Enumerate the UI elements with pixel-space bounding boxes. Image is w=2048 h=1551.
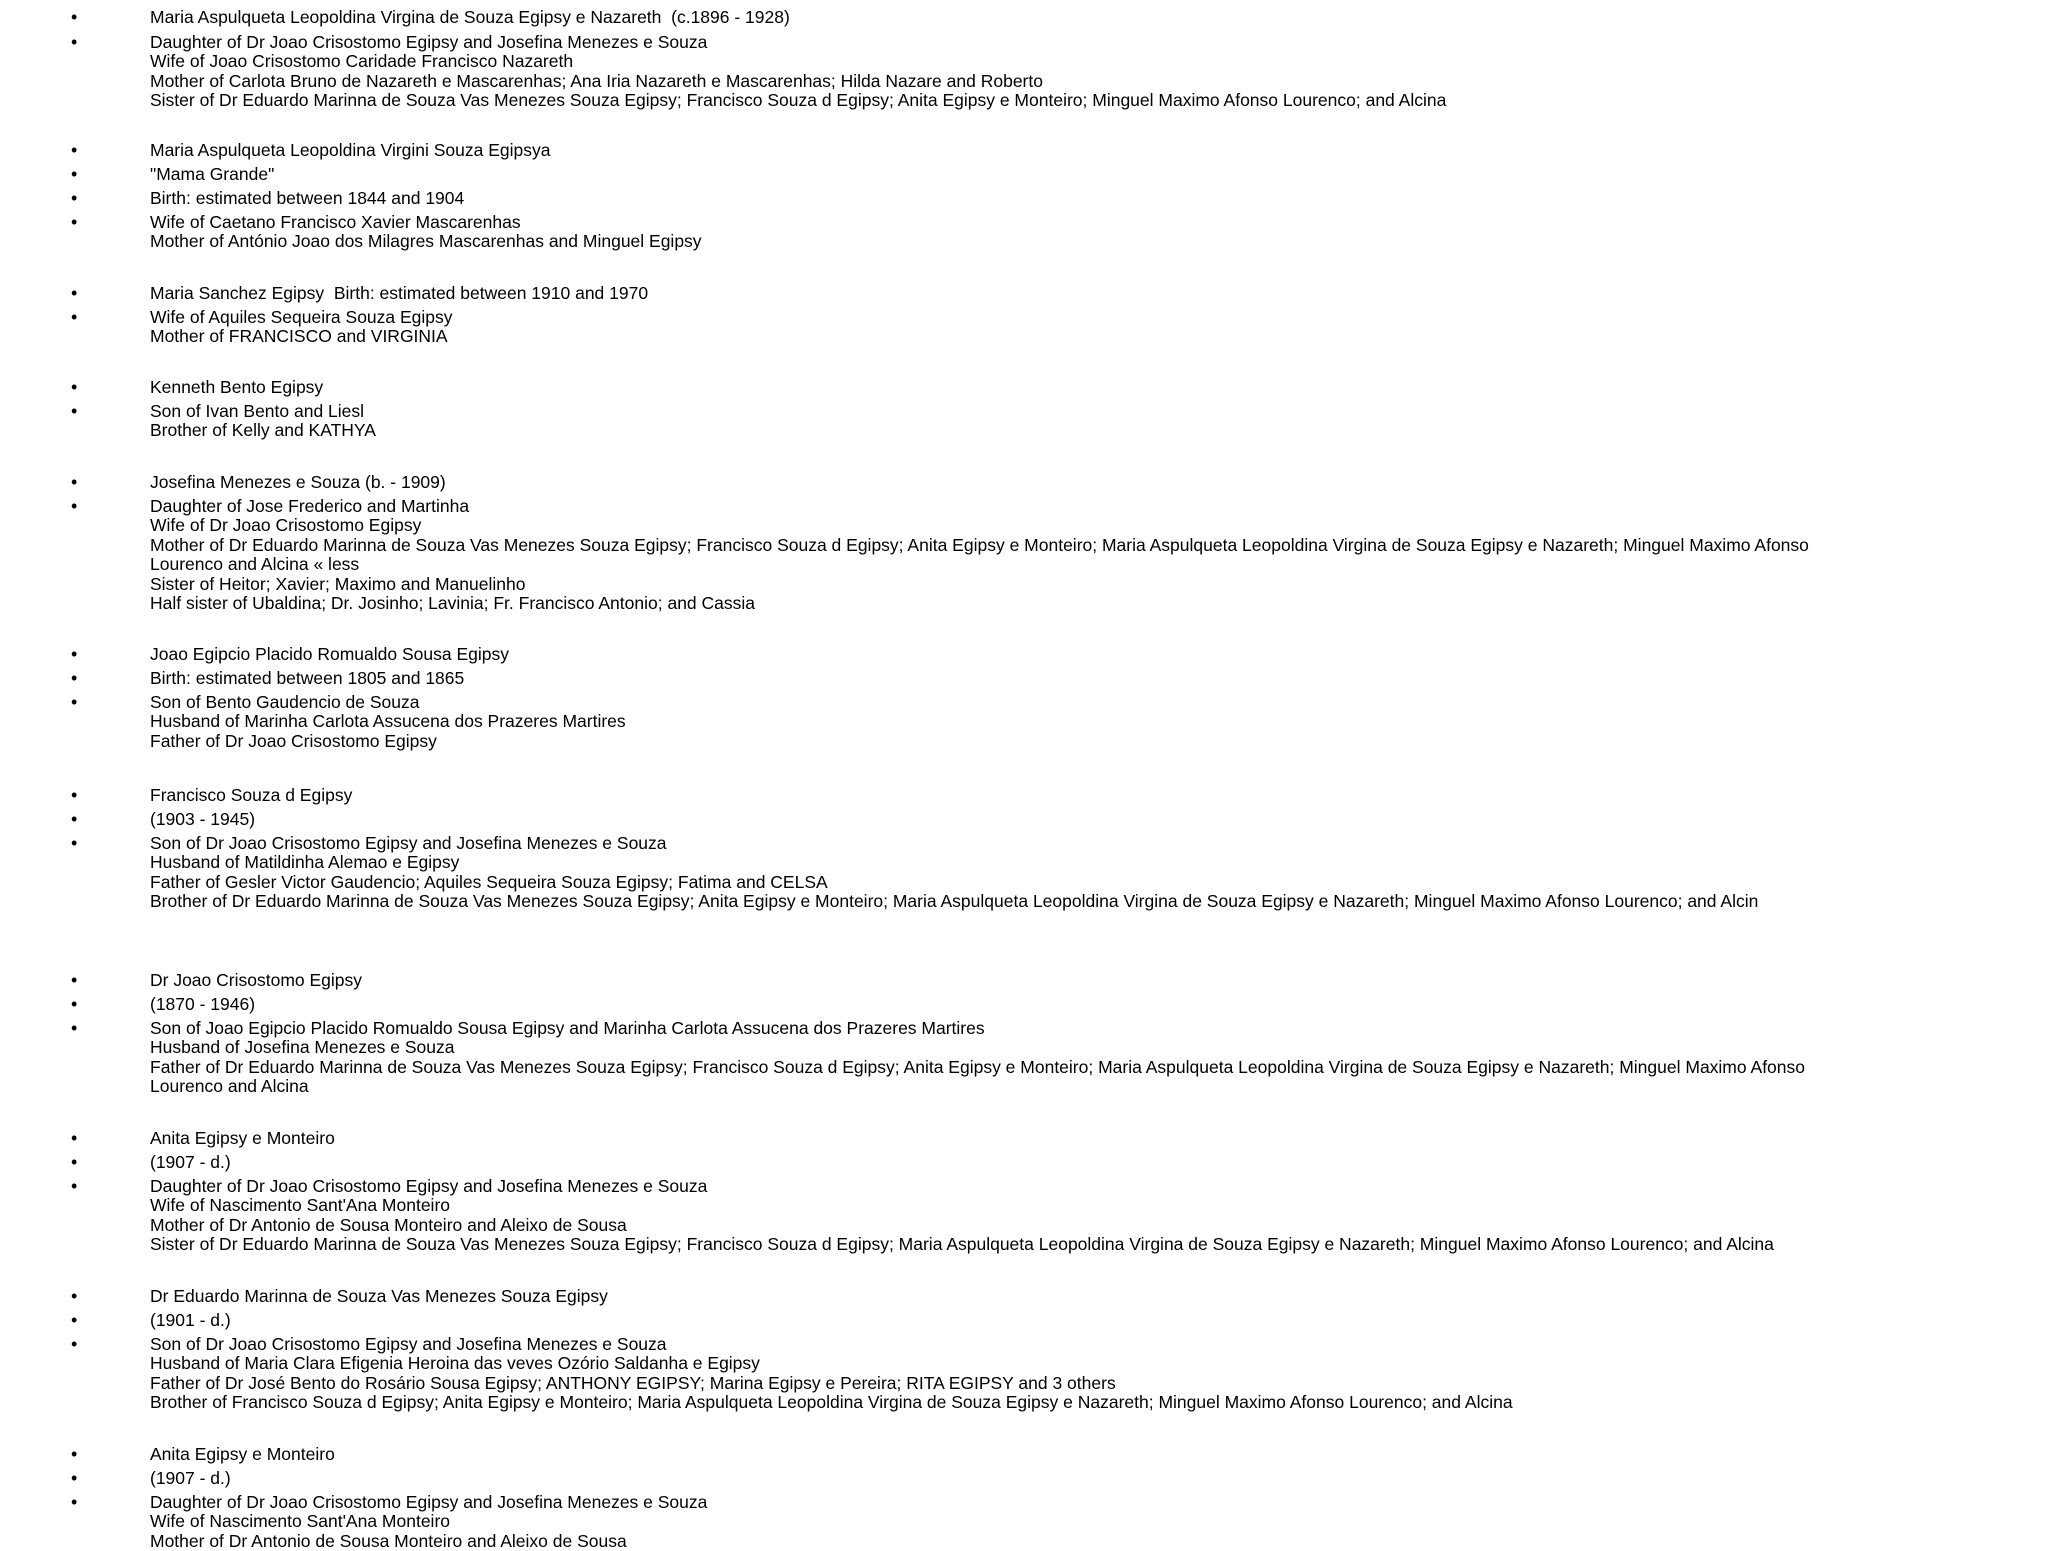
text-line: Brother of Kelly and KATHYA <box>150 420 376 441</box>
text-line: Son of Ivan Bento and Liesl <box>150 401 365 421</box>
text-line: Maria Aspulqueta Leopoldina Virgini Souza Egipsya <box>150 140 551 160</box>
text-line: Mother of António Joao dos Milagres Mascarenhas and Minguel Egipsy <box>150 231 702 252</box>
text-line: Son of Bento Gaudencio de Souza <box>150 692 420 712</box>
bullet-marker: • <box>71 188 78 208</box>
bullet-marker: • <box>71 970 78 990</box>
text-line: (1901 - d.) <box>150 1310 231 1330</box>
list-item-text <box>150 141 1950 160</box>
list-item-text <box>150 1445 1950 1464</box>
bullet-marker: • <box>71 7 78 27</box>
list-item-text <box>150 1177 1950 1255</box>
text-line: Daughter of Dr Joao Crisostomo Egipsy and Josefina Menezes e Souza <box>150 1176 708 1196</box>
text-line: Father of Gesler Victor Gaudencio; Aquiles Sequeira Souza Egipsy; Fatima and CELSA <box>150 871 828 892</box>
list-item-text <box>150 189 1950 208</box>
text-line: Son of Joao Egipcio Placido Romualdo Sousa Egipsy and Marinha Carlota Assucena dos Prazeres Martires <box>150 1018 985 1038</box>
text-line: Josefina Menezes e Souza (b. - 1909) <box>150 472 446 492</box>
bullet-marker: • <box>71 1468 78 1488</box>
text-line: Brother of Dr Eduardo Marinna de Souza Vas Menezes Souza Egipsy; Anita Egipsy e Monteiro; Maria Aspulqueta Leopoldina Virgina de Souza Egipsy e Nazareth; Minguel Maximo Afonso Lourenco; and Alcin <box>150 891 1759 912</box>
text-line: Son of Dr Joao Crisostomo Egipsy and Josefina Menezes e Souza <box>150 833 667 853</box>
text-line: Wife of Dr Joao Crisostomo Egipsy <box>150 515 422 536</box>
bullet-marker: • <box>71 692 78 712</box>
bullet-marker: • <box>71 377 78 397</box>
list-item-text <box>150 995 1950 1014</box>
bullet-marker: • <box>71 496 78 516</box>
text-line: Mother of Dr Antonio de Sousa Monteiro and Aleixo de Sousa <box>150 1530 627 1551</box>
list-item-text <box>150 497 1950 613</box>
bullet-marker: • <box>71 1492 78 1512</box>
bullet-marker: • <box>71 140 78 160</box>
text-line: Anita Egipsy e Monteiro <box>150 1128 335 1148</box>
text-line: Husband of Josefina Menezes e Souza <box>150 1037 455 1058</box>
list-item-text <box>150 284 1950 303</box>
text-line: Sister of Dr Eduardo Marinna de Souza Vas Menezes Souza Egipsy; Francisco Souza d Egipsy; Anita Egipsy e Monteiro; Minguel Maximo Afonso Lourenco; and Alcina <box>150 90 1447 111</box>
text-line: Mother of FRANCISCO and VIRGINIA <box>150 326 448 347</box>
list-item-text <box>150 8 1950 27</box>
list-item-text <box>150 1019 1950 1097</box>
text-line: Kenneth Bento Egipsy <box>150 377 324 397</box>
text-line: Mother of Dr Eduardo Marinna de Souza Vas Menezes Souza Egipsy; Francisco Souza d Egipsy; Anita Egipsy e Monteiro; Maria Aspulqueta Leopoldina Virgina de Souza Egipsy e Nazareth; Minguel Maximo Afonso <box>150 534 1809 555</box>
bullet-marker: • <box>71 833 78 853</box>
bullet-marker: • <box>71 401 78 421</box>
text-line: (1903 - 1945) <box>150 809 256 829</box>
bullet-marker: • <box>71 809 78 829</box>
text-line: Francisco Souza d Egipsy <box>150 785 353 805</box>
text-line: "Mama Grande" <box>150 164 275 184</box>
bullet-marker: • <box>71 283 78 303</box>
text-line: Daughter of Dr Joao Crisostomo Egipsy and Josefina Menezes e Souza <box>150 32 708 52</box>
text-line: Daughter of Jose Frederico and Martinha <box>150 496 470 516</box>
text-line: Wife of Nascimento Sant'Ana Monteiro <box>150 1195 451 1216</box>
text-line: Father of Dr José Bento do Rosário Sousa Egipsy; ANTHONY EGIPSY; Marina Egipsy e Pereira; RITA EGIPSY and 3 others <box>150 1372 1116 1393</box>
list-item-text <box>150 33 1950 111</box>
text-line: Son of Dr Joao Crisostomo Egipsy and Josefina Menezes e Souza <box>150 1334 667 1354</box>
bullet-marker: • <box>71 668 78 688</box>
list-item-text <box>150 378 1950 397</box>
text-line: Wife of Caetano Francisco Xavier Mascarenhas <box>150 212 521 232</box>
bullet-marker: • <box>71 164 78 184</box>
bullet-marker: • <box>71 1310 78 1330</box>
bullet-marker: • <box>71 1152 78 1172</box>
bullet-marker: • <box>71 472 78 492</box>
text-line: Husband of Matildinha Alemao e Egipsy <box>150 852 460 873</box>
bullet-marker: • <box>71 1444 78 1464</box>
bullet-marker: • <box>71 1018 78 1038</box>
text-line: Birth: estimated between 1844 and 1904 <box>150 188 465 208</box>
text-line: Husband of Maria Clara Efigenia Heroina das veves Ozório Saldanha e Egipsy <box>150 1353 760 1374</box>
text-line: Dr Joao Crisostomo Egipsy <box>150 970 363 990</box>
list-item-text <box>150 402 1950 441</box>
bullet-marker: • <box>71 785 78 805</box>
text-line: Daughter of Dr Joao Crisostomo Egipsy and Josefina Menezes e Souza <box>150 1492 708 1512</box>
bullet-marker: • <box>71 32 78 52</box>
list-item-text <box>150 693 1950 751</box>
list-item-text <box>150 473 1950 492</box>
text-line: Lourenco and Alcina <box>150 1076 309 1097</box>
text-line: Brother of Francisco Souza d Egipsy; Anita Egipsy e Monteiro; Maria Aspulqueta Leopoldina Virgina de Souza Egipsy e Nazareth; Minguel Maximo Afonso Lourenco; and Alcina <box>150 1392 1513 1413</box>
list-item-text <box>150 1311 1950 1330</box>
text-line: (1907 - d.) <box>150 1468 231 1488</box>
bullet-marker: • <box>71 212 78 232</box>
text-line: Maria Aspulqueta Leopoldina Virgina de Souza Egipsy e Nazareth (c.1896 - 1928) <box>150 7 790 27</box>
text-line: Anita Egipsy e Monteiro <box>150 1444 335 1464</box>
list-item-text <box>150 1287 1950 1306</box>
text-line: Maria Sanchez Egipsy Birth: estimated between 1910 and 1970 <box>150 283 649 303</box>
bullet-marker: • <box>71 1286 78 1306</box>
list-item-text <box>150 1493 1950 1551</box>
text-line: Lourenco and Alcina « less <box>150 554 360 575</box>
list-item-text <box>150 165 1950 184</box>
list-item-text <box>150 971 1950 990</box>
list-item-text <box>150 1469 1950 1488</box>
bullet-marker: • <box>71 1128 78 1148</box>
text-line: Mother of Carlota Bruno de Nazareth e Mascarenhas; Ana Iria Nazareth e Mascarenhas; Hilda Nazare and Roberto <box>150 70 1043 91</box>
text-line: Father of Dr Joao Crisostomo Egipsy <box>150 730 437 751</box>
bullet-marker: • <box>71 307 78 327</box>
bullet-marker: • <box>71 1176 78 1196</box>
bullet-marker: • <box>71 644 78 664</box>
text-line: (1870 - 1946) <box>150 994 256 1014</box>
bullet-marker: • <box>71 1334 78 1354</box>
list-item-text <box>150 213 1950 252</box>
text-line: Wife of Joao Crisostomo Caridade Francisco Nazareth <box>150 51 574 72</box>
text-line: Wife of Nascimento Sant'Ana Monteiro <box>150 1511 451 1532</box>
list-item-text <box>150 669 1950 688</box>
text-line: Father of Dr Eduardo Marinna de Souza Vas Menezes Souza Egipsy; Francisco Souza d Egipsy; Anita Egipsy e Monteiro; Maria Aspulqueta Leopoldina Virgina de Souza Egipsy e Nazareth; Minguel Maximo Afonso <box>150 1056 1805 1077</box>
text-line: Sister of Dr Eduardo Marinna de Souza Vas Menezes Souza Egipsy; Francisco Souza d Egipsy; Maria Aspulqueta Leopoldina Virgina de Souza Egipsy e Nazareth; Minguel Maximo Afonso Lourenco; and Alcina <box>150 1234 1774 1255</box>
list-item-text <box>150 1335 1950 1413</box>
bullet-marker: • <box>71 994 78 1014</box>
list-item-text <box>150 786 1950 805</box>
list-item-text <box>150 810 1950 829</box>
text-line: Birth: estimated between 1805 and 1865 <box>150 668 465 688</box>
text-line: Dr Eduardo Marinna de Souza Vas Menezes Souza Egipsy <box>150 1286 608 1306</box>
list-item-text <box>150 308 1950 347</box>
list-item-text <box>150 645 1950 664</box>
text-line: Mother of Dr Antonio de Sousa Monteiro and Aleixo de Sousa <box>150 1214 627 1235</box>
text-line: Half sister of Ubaldina; Dr. Josinho; Lavinia; Fr. Francisco Antonio; and Cassia <box>150 593 756 614</box>
list-item-text <box>150 1153 1950 1172</box>
text-line: (1907 - d.) <box>150 1152 231 1172</box>
text-line: Wife of Aquiles Sequeira Souza Egipsy <box>150 307 453 327</box>
list-item-text <box>150 1129 1950 1148</box>
text-line: Husband of Marinha Carlota Assucena dos Prazeres Martires <box>150 711 626 732</box>
text-line: Sister of Heitor; Xavier; Maximo and Manuelinho <box>150 573 526 594</box>
list-item-text <box>150 834 1950 912</box>
text-line: Joao Egipcio Placido Romualdo Sousa Egipsy <box>150 644 509 664</box>
